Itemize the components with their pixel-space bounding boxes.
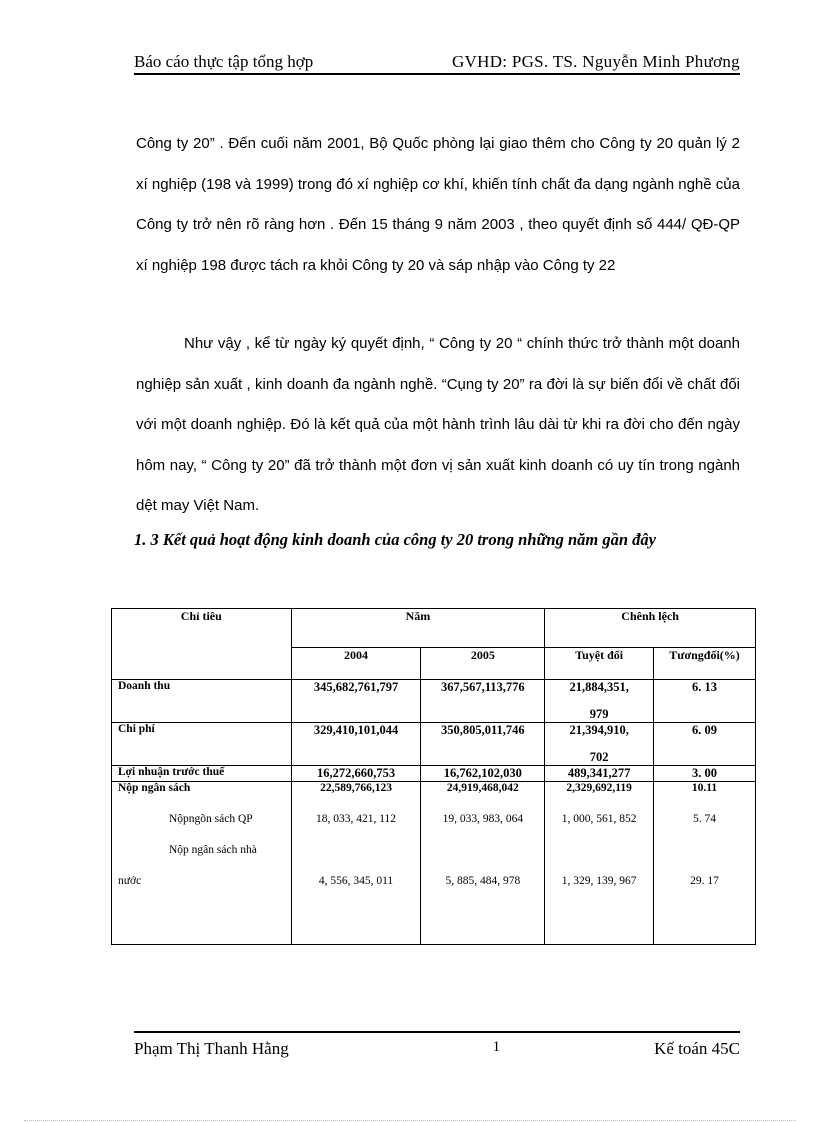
value-2005: 350,805,011,746 [421, 723, 545, 766]
page-number: 1 [492, 1039, 501, 1055]
value-2005: 367,567,113,776 [421, 680, 545, 723]
class-name: Kế toán 45C [654, 1039, 740, 1058]
business-results-table [111, 608, 756, 945]
value-relative: 3. 00 [654, 766, 756, 782]
value-relative: 6. 13 [654, 680, 756, 723]
paragraph-1: Công ty 20” . Đến cuối năm 2001, Bộ Quốc phòng lại giao thêm cho Công ty 20 quản lý 2 xí nghiệp (198 và 1999) trong đó xí nghiệp cơ khí, khiến tính chất đa dạng ngành nghề của Công ty trở nên rõ ràng hơn . Đến 15 tháng 9 năm 2003 , theo quyết định số 444/ QĐ-QP xí nghiệp 198 được tách ra khỏi Công ty 20 và sáp nhập vào Công ty 22 [136, 135, 740, 274]
value-2004: 329,410,101,044 [291, 723, 421, 766]
author-name: Phạm Thị Thanh Hằng [134, 1039, 289, 1058]
table-row [112, 680, 756, 723]
row-label: Lợi nhuận trước thuế [112, 766, 292, 782]
header-absolute: Tuyệt đối [545, 648, 654, 680]
header-relative: Tươngđối(%) [654, 648, 756, 680]
row-label: Doanh thu [112, 680, 292, 723]
budget-qp-label: Nộpngõn sách QP [169, 813, 253, 825]
header-2004: 2004 [291, 648, 421, 680]
value-2004: 16,272,660,753 [291, 766, 421, 782]
section-heading: 1. 3 Kết quả hoạt động kinh doanh của công ty 20 trong những năm gần đây [134, 530, 656, 549]
page-header [134, 50, 740, 75]
table-row [112, 723, 756, 766]
value-absolute: 21,884,351, 979 [545, 680, 654, 723]
table-row [112, 766, 756, 782]
budget-state-label-2: nước [118, 875, 142, 887]
value-2004: 345,682,761,797 [291, 680, 421, 723]
paragraph-2: Như vậy , kể từ ngày ký quyết định, “ Công ty 20 “ chính thức trở thành một doanh nghiệp sản xuất , kinh doanh đa ngành nghề. “Cụng ty 20” ra đời là sự biến đổi về chất đối với một doanh nghiệp. Đó là kết quả của một hành trình lâu dài từ khi ra đời cho đến ngày hôm nay, “ Công ty 20” đã trở thành một đơn vị sản xuất kinh doanh có uy tín trong ngành dệt may Việt Nam. [136, 335, 740, 514]
value-absolute: 21,394,910, 702 [545, 723, 654, 766]
budget-labels [112, 782, 292, 945]
budget-2005: 24,919,468,042 19, 033, 983, 064 5, 885, 484, 978 [421, 782, 545, 945]
report-title: Báo cáo thực tập tổng hợp [134, 52, 314, 71]
table-row-budget [112, 782, 756, 945]
value-relative: 6. 09 [654, 723, 756, 766]
header-indicator: Chỉ tiêu [112, 609, 292, 680]
budget-label: Nộp ngân sách [118, 782, 191, 794]
budget-relative: 10.11 5. 74 29. 17 [654, 782, 756, 945]
budget-absolute: 2,329,692,119 1, 000, 561, 852 1, 329, 139, 967 [545, 782, 654, 945]
page-edge-divider [24, 1120, 796, 1121]
page-footer [134, 1031, 740, 1059]
budget-2004: 22,589,766,123 18, 033, 421, 112 4, 556, 345, 011 [291, 782, 421, 945]
row-label: Chi phí [112, 723, 292, 766]
header-year: Năm [291, 609, 545, 648]
budget-state-label-1: Nộp ngân sách nhà [169, 844, 257, 856]
header-2005: 2005 [421, 648, 545, 680]
value-absolute: 489,341,277 [545, 766, 654, 782]
header-difference: Chênh lệch [545, 609, 756, 648]
supervisor: GVHD: PGS. TS. Nguyễn Minh Phương [451, 52, 740, 71]
value-2005: 16,762,102,030 [421, 766, 545, 782]
